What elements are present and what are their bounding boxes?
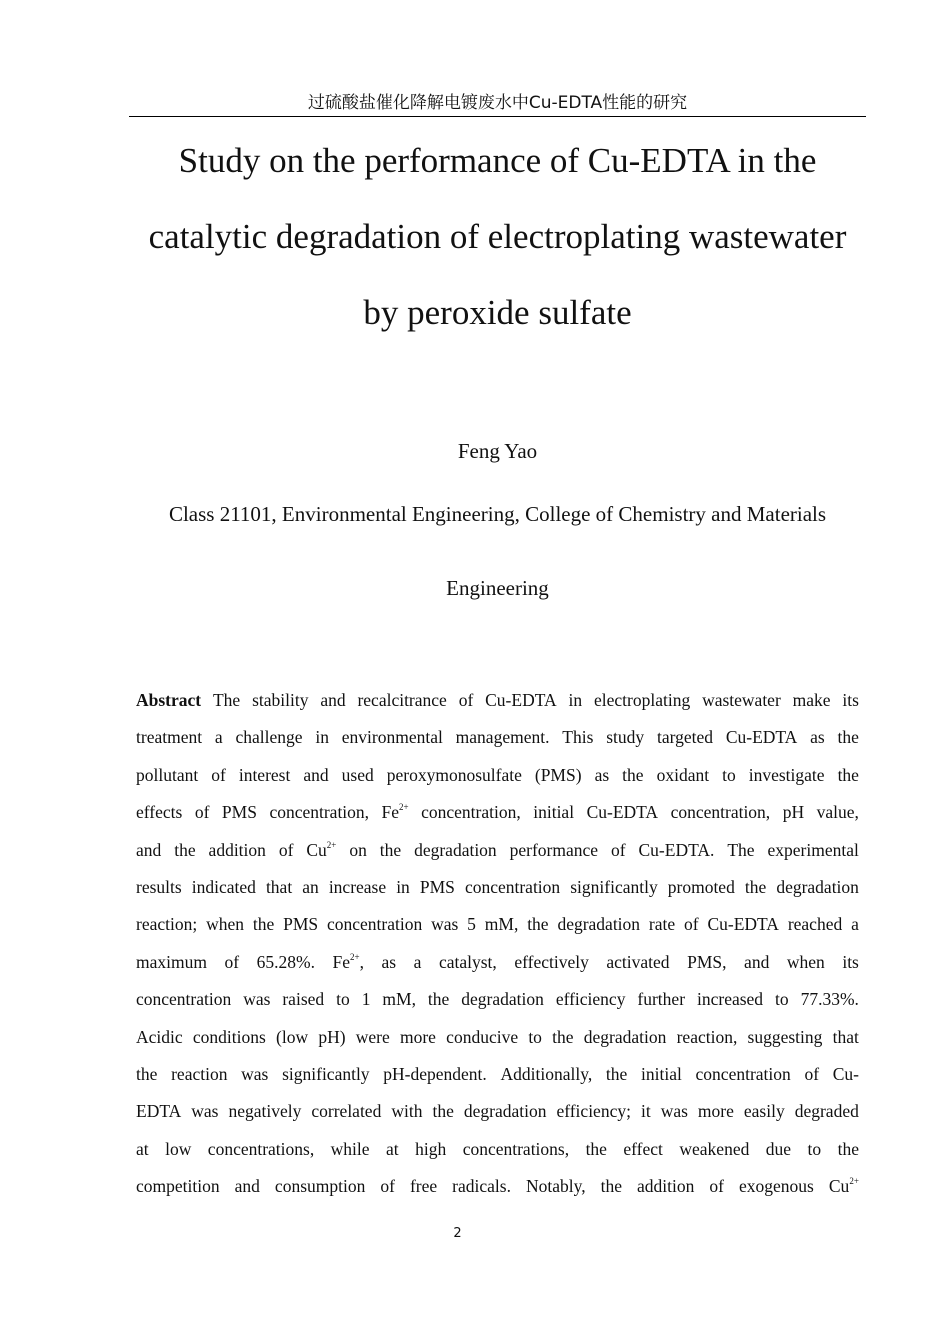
abstract-word: Additionally,: [500, 1063, 593, 1084]
abstract-word: Cu-EDTA.: [638, 839, 715, 860]
title-line: Study on the performance of Cu-EDTA in the: [178, 141, 817, 180]
abstract-word: the: [837, 727, 859, 748]
abstract-word: concentrations,: [462, 1138, 570, 1159]
abstract-word: the: [432, 1101, 454, 1122]
abstract-word: and: [744, 951, 770, 972]
abstract-word: PMS: [419, 876, 455, 897]
abstract-word: (PMS): [534, 764, 582, 785]
abstract-word: and: [234, 1176, 260, 1197]
abstract-word: degradation: [414, 839, 497, 860]
abstract-word: initial: [533, 802, 575, 823]
abstract-word: of: [224, 951, 240, 972]
abstract-word: This: [562, 727, 594, 748]
abstract-word: concentration: [464, 876, 561, 897]
abstract-word: the: [427, 989, 450, 1010]
abstract-word: that: [832, 1026, 859, 1047]
abstract-word: its: [842, 951, 859, 972]
abstract-word: the: [837, 764, 859, 785]
abstract-word: reaction,: [676, 1026, 738, 1047]
abstract-word: when: [206, 914, 244, 935]
superscript: 2+: [326, 839, 337, 850]
abstract-word: was: [191, 1101, 219, 1122]
abstract-word: degradation: [557, 914, 641, 935]
abstract-word: the: [252, 914, 275, 935]
abstract-word: challenge: [235, 727, 303, 748]
abstract-word: of: [458, 690, 474, 710]
abstract-word: easily: [743, 1101, 785, 1122]
abstract-word: were: [355, 1026, 390, 1047]
abstract-word: maximum: [136, 951, 207, 972]
abstract-word: of: [684, 914, 699, 935]
abstract-word: radicals.: [452, 1176, 511, 1197]
abstract-word: in: [396, 876, 410, 897]
page-number: 2: [453, 1226, 462, 1241]
abstract-word: investigate: [748, 764, 825, 785]
abstract-line: [136, 794, 859, 831]
abstract-word: stability: [252, 690, 309, 710]
abstract-word: of: [610, 839, 626, 860]
paper-title: [120, 123, 875, 351]
superscript: 2+: [350, 951, 360, 962]
abstract-word: due: [765, 1138, 792, 1159]
abstract-word: Acidic: [136, 1026, 183, 1047]
abstract-word: peroxymonosulfate: [386, 764, 522, 785]
abstract-word: catalyst,: [438, 951, 497, 972]
abstract-word: weakened: [679, 1138, 750, 1159]
abstract-word: $Fe^{2+}$,: [332, 951, 364, 972]
abstract-word: negatively: [228, 1101, 302, 1122]
abstract-word: $Cu^{2+}$: [828, 1176, 859, 1197]
abstract-line: [136, 682, 859, 719]
abstract-word: recalcitrance: [357, 690, 447, 710]
abstract-word: conducive: [446, 1026, 519, 1047]
abstract-word: oxidant: [656, 764, 710, 785]
abstract-word: concentration,: [421, 802, 521, 823]
abstract-word: concentration: [695, 1063, 791, 1084]
abstract-word: [136, 682, 201, 719]
title-line: catalytic degradation of electroplating wastewater: [148, 217, 847, 256]
abstract-word: the: [622, 764, 644, 785]
abstract-word: pollutant: [136, 764, 199, 785]
abstract-word: with: [391, 1101, 423, 1122]
abstract-word: concentration,: [269, 802, 370, 823]
abstract-word: degradation: [776, 876, 859, 897]
abstract-word: PMS: [221, 802, 257, 823]
abstract-word: of: [278, 839, 294, 860]
abstract-line: [136, 1093, 859, 1130]
abstract-word: the: [379, 839, 402, 860]
author-affiliation: [129, 499, 866, 603]
abstract-line: [136, 981, 859, 1018]
abstract-word: while: [330, 1138, 370, 1159]
superscript: 2+: [399, 802, 409, 813]
abstract-word: the: [600, 1176, 623, 1197]
abstract-word: study: [606, 727, 645, 748]
running-header: 过硫酸盐催化降解电镀废水中Cu-EDTA性能的研究: [307, 93, 688, 113]
abstract-word: correlated: [311, 1101, 382, 1122]
abstract-word: indicated: [191, 876, 256, 897]
abstract-word: the: [136, 1063, 158, 1084]
abstract-word: 77.33%.: [800, 989, 859, 1010]
abstract-word: addition: [637, 1176, 695, 1197]
abstract-word: and: [320, 690, 346, 710]
abstract-word: treatment: [136, 727, 203, 748]
abstract-word: the: [527, 914, 549, 935]
abstract-word: an: [302, 876, 319, 897]
abstract-word: PMS: [283, 914, 319, 935]
abstract-word: at: [386, 1138, 399, 1159]
abstract-word: Cu-: [832, 1063, 859, 1084]
abstract-word: suggesting: [747, 1026, 823, 1047]
abstract-word: at: [136, 1138, 149, 1159]
abstract-word: of: [211, 764, 226, 785]
abstract-word: of: [194, 802, 210, 823]
abstract-line: [136, 719, 859, 756]
abstract-word: competition: [136, 1176, 220, 1197]
abstract-word: The: [212, 690, 241, 710]
abstract-word: concentration,: [670, 802, 771, 823]
abstract-word: the: [585, 1138, 607, 1159]
abstract-label: Abstract: [136, 690, 202, 710]
abstract-word: The: [727, 839, 755, 860]
abstract-word: to: [807, 1138, 822, 1159]
abstract-word: and: [136, 839, 162, 860]
abstract-word: EDTA: [136, 1101, 182, 1122]
abstract-word: mM,: [484, 914, 519, 935]
abstract-line: [136, 1019, 859, 1056]
abstract-word: a: [413, 951, 422, 972]
abstract-word: more: [399, 1026, 436, 1047]
abstract-word: of: [709, 1176, 724, 1197]
abstract-line: [136, 944, 859, 981]
abstract-word: its: [842, 690, 859, 710]
abstract-line: [136, 906, 859, 943]
abstract-word: rate: [648, 914, 676, 935]
abstract-word: significantly: [282, 1063, 370, 1084]
abstract-line: [136, 1131, 859, 1168]
abstract-word: electroplating: [593, 690, 691, 710]
abstract-word: pH-dependent.: [383, 1063, 487, 1084]
abstract-word: Notably,: [525, 1176, 586, 1197]
abstract-word: when: [786, 951, 825, 972]
abstract-word: used: [341, 764, 374, 785]
abstract-word: more: [697, 1101, 734, 1122]
abstract-word: degraded: [794, 1101, 859, 1122]
abstract-word: make: [792, 690, 831, 710]
abstract-word: results: [136, 876, 182, 897]
abstract-word: the: [837, 1138, 859, 1159]
abstract-word: performance: [509, 839, 599, 860]
abstract-word: the: [744, 876, 767, 897]
abstract-word: environmental: [341, 727, 443, 748]
abstract-word: activated: [606, 951, 670, 972]
abstract-line: [136, 1168, 859, 1205]
abstract-word: addition: [208, 839, 266, 860]
abstract-word: was: [243, 989, 271, 1010]
abstract-word: to: [336, 989, 350, 1010]
abstract-word: management.: [455, 727, 550, 748]
abstract-word: Cu-EDTA: [707, 914, 779, 935]
abstract-word: Cu-EDTA: [586, 802, 659, 823]
abstract-word: degradation: [463, 1101, 547, 1122]
abstract-word: 5: [467, 914, 476, 935]
abstract-word: as: [594, 764, 610, 785]
author-name: Feng Yao: [457, 439, 538, 463]
abstract-word: efficiency;: [556, 1101, 631, 1122]
abstract-word: to: [722, 764, 736, 785]
abstract-word: concentration: [136, 989, 232, 1010]
abstract-word: Cu-EDTA: [485, 690, 557, 710]
abstract-word: 1: [361, 989, 371, 1010]
abstract-word: and: [303, 764, 329, 785]
abstract-word: a: [214, 727, 223, 748]
abstract-word: $Fe^{2+}$: [381, 802, 409, 823]
abstract-word: in: [568, 690, 583, 710]
abstract-word: that: [265, 876, 293, 897]
abstract-word: the: [552, 1026, 574, 1047]
abstract-word: targeted: [656, 727, 713, 748]
abstract-word: 65.28%.: [256, 951, 315, 972]
abstract-word: of: [380, 1176, 395, 1197]
abstract-word: effect: [623, 1138, 663, 1159]
abstract-word: Cu-EDTA: [725, 727, 798, 748]
abstract-word: free: [409, 1176, 438, 1197]
abstract-word: significantly: [570, 876, 658, 897]
affiliation-line: Class 21101, Environmental Engineering, College of Chemistry and Materials: [168, 502, 827, 526]
abstract-word: was: [431, 914, 459, 935]
abstract-word: degradation: [461, 989, 544, 1010]
abstract-line: [136, 869, 859, 906]
abstract-word: effects: [136, 802, 183, 823]
abstract-line: [136, 1056, 859, 1093]
abstract: [136, 682, 859, 1205]
abstract-word: as: [381, 951, 397, 972]
abstract-word: initial: [641, 1063, 682, 1084]
abstract-word: the: [174, 839, 196, 860]
abstract-word: increased: [696, 989, 764, 1010]
abstract-word: in: [315, 727, 329, 748]
abstract-word: as: [810, 727, 825, 748]
abstract-word: to: [775, 989, 789, 1010]
title-line: by peroxide sulfate: [363, 293, 632, 332]
abstract-word: pH): [318, 1026, 346, 1047]
abstract-word: (low: [276, 1026, 309, 1047]
abstract-word: reached: [787, 914, 843, 935]
abstract-word: pH: [782, 802, 805, 823]
abstract-word: PMS,: [687, 951, 727, 972]
abstract-word: on: [349, 839, 367, 860]
abstract-word: was: [241, 1063, 269, 1084]
abstract-word: was: [660, 1101, 688, 1122]
abstract-word: efficiency: [555, 989, 626, 1010]
abstract-word: value,: [816, 802, 859, 823]
abstract-word: effectively: [514, 951, 589, 972]
abstract-word: exogenous: [739, 1176, 814, 1197]
abstract-word: the: [605, 1063, 628, 1084]
abstract-word: concentration: [326, 914, 423, 935]
abstract-word: reaction;: [136, 914, 198, 935]
abstract-word: wastewater: [702, 690, 781, 710]
abstract-word: it: [640, 1101, 651, 1122]
abstract-word: further: [637, 989, 686, 1010]
abstract-word: conditions: [192, 1026, 266, 1047]
abstract-word: a: [851, 914, 859, 935]
abstract-word: interest: [238, 764, 291, 785]
abstract-line: [136, 832, 859, 869]
header-rule: [129, 116, 866, 117]
abstract-word: mM,: [382, 989, 416, 1010]
superscript: 2+: [849, 1176, 859, 1187]
affiliation-line: Engineering: [446, 576, 549, 600]
abstract-word: $Cu^{2+}$: [306, 839, 337, 860]
abstract-word: to: [528, 1026, 542, 1047]
abstract-word: promoted: [667, 876, 735, 897]
abstract-word: concentrations,: [207, 1138, 315, 1159]
abstract-word: of: [804, 1063, 820, 1084]
abstract-word: consumption: [274, 1176, 366, 1197]
abstract-word: low: [165, 1138, 192, 1159]
abstract-line: [136, 757, 859, 794]
abstract-word: increase: [328, 876, 387, 897]
abstract-word: degradation: [583, 1026, 667, 1047]
abstract-word: reaction: [171, 1063, 228, 1084]
abstract-word: high: [415, 1138, 447, 1159]
abstract-word: raised: [282, 989, 325, 1010]
abstract-word: experimental: [767, 839, 859, 860]
